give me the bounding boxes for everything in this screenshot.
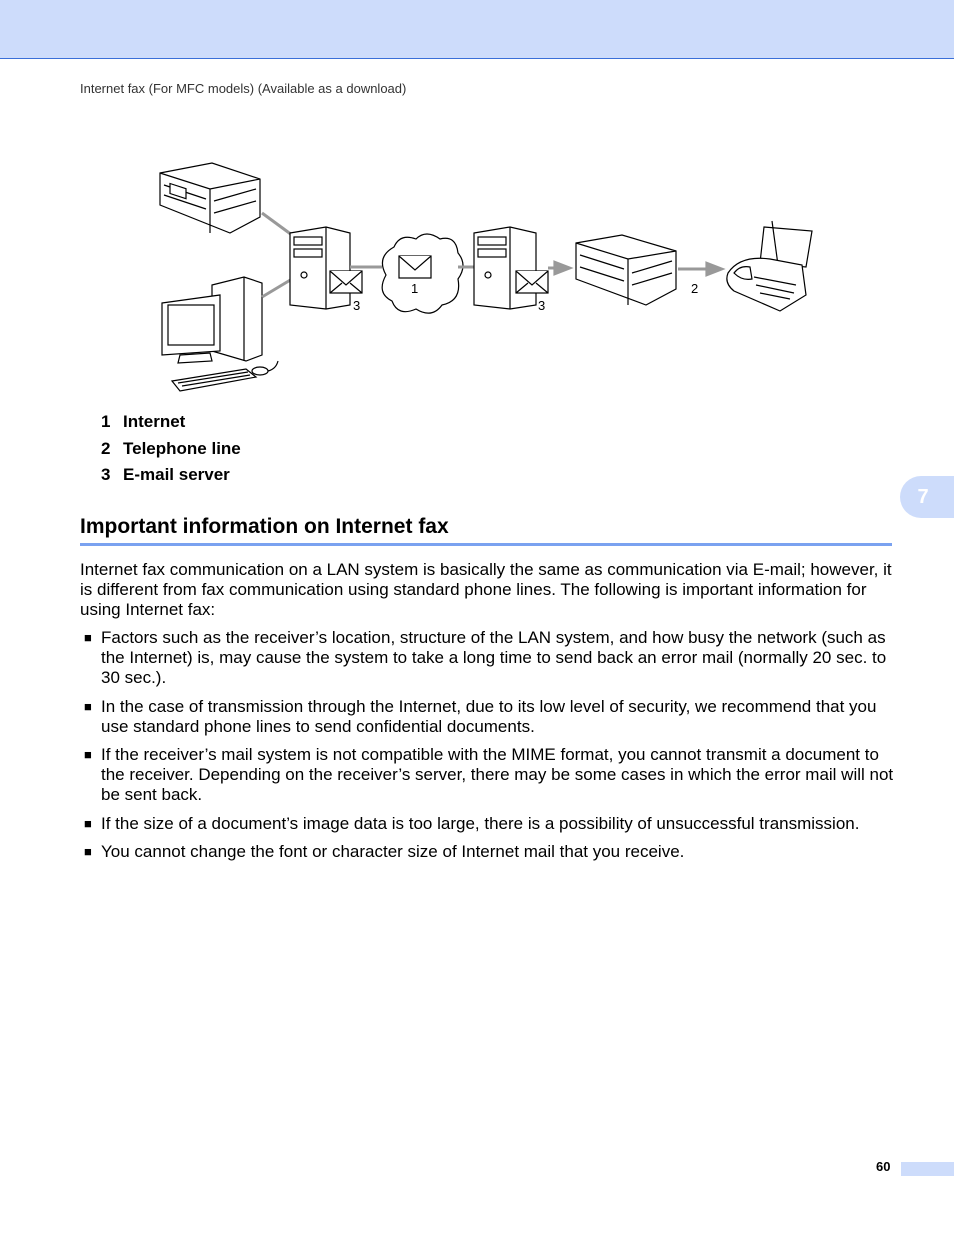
list-item (80, 814, 895, 834)
legend-number: 3 (101, 465, 111, 484)
square-bullet-icon: ■ (84, 747, 92, 762)
fax-machine-icon (727, 221, 812, 311)
callout-internet: 1 (411, 281, 419, 296)
square-bullet-icon: ■ (84, 815, 92, 831)
list-item-text: If the size of a document’s image data is too large, there is a possibility of unsuccessful transmission. (101, 813, 860, 833)
legend-number: 1 (101, 412, 111, 431)
square-bullet-icon: ■ (84, 844, 92, 859)
legend-label: Telephone line (123, 438, 241, 458)
email-server-icon (290, 227, 350, 309)
legend-number: 2 (101, 438, 111, 458)
square-bullet-icon: ■ (84, 630, 92, 645)
legend-item (101, 439, 241, 466)
footer-bar (901, 1162, 954, 1176)
mfc-printer-icon (576, 235, 676, 305)
desktop-computer-icon (162, 277, 278, 391)
callout-server-right: 3 (538, 298, 546, 313)
list-item (80, 697, 895, 737)
internet-cloud-icon (382, 234, 463, 313)
list-item (80, 842, 895, 862)
chapter-tab: 7 (900, 476, 954, 518)
email-server-icon (474, 227, 536, 309)
mfc-printer-icon (160, 163, 260, 233)
section-heading: Important information on Internet fax (80, 515, 892, 546)
running-header: Internet fax (For MFC models) (Available as a download) (80, 81, 407, 96)
legend-label: E-mail server (123, 465, 230, 484)
internet-fax-diagram (150, 155, 820, 395)
envelope-icon (516, 271, 548, 293)
list-item-text: In the case of transmission through the Internet, due to its low level of security, we recommend that you use standard phone lines to send confidential documents. (101, 696, 877, 736)
intro-paragraph: Internet fax communication on a LAN system is basically the same as communication via E-mail; however, it is different from fax communication using standard phone lines. The following is important information for using Internet fax: (80, 560, 892, 619)
callout-server-left: 3 (353, 298, 361, 313)
list-item-text: Factors such as the receiver’s location, structure of the LAN system, and how busy the network (such as the Internet) is, may cause the system to take a long time to send back an error mail (normally 20 sec. to 30 sec.). (101, 628, 887, 687)
callout-telephone: 2 (691, 281, 699, 296)
bullet-list (80, 628, 895, 871)
envelope-icon (330, 271, 362, 293)
list-item (80, 628, 895, 688)
legend-label: Internet (123, 412, 186, 431)
list-item-text: You cannot change the font or character size of Internet mail that you receive. (101, 842, 685, 861)
square-bullet-icon: ■ (84, 698, 92, 714)
list-item-text: If the receiver’s mail system is not compatible with the MIME format, you cannot transmit a document to the receiver. Depending on the receiver’s server, there may be some cases in which the error mail will not be sent back. (101, 745, 894, 804)
legend-item (101, 465, 241, 492)
top-header-band (0, 0, 954, 59)
page-number: 60 (876, 1159, 891, 1174)
list-item (80, 745, 895, 805)
legend-item (101, 412, 241, 439)
diagram-legend (101, 412, 241, 492)
